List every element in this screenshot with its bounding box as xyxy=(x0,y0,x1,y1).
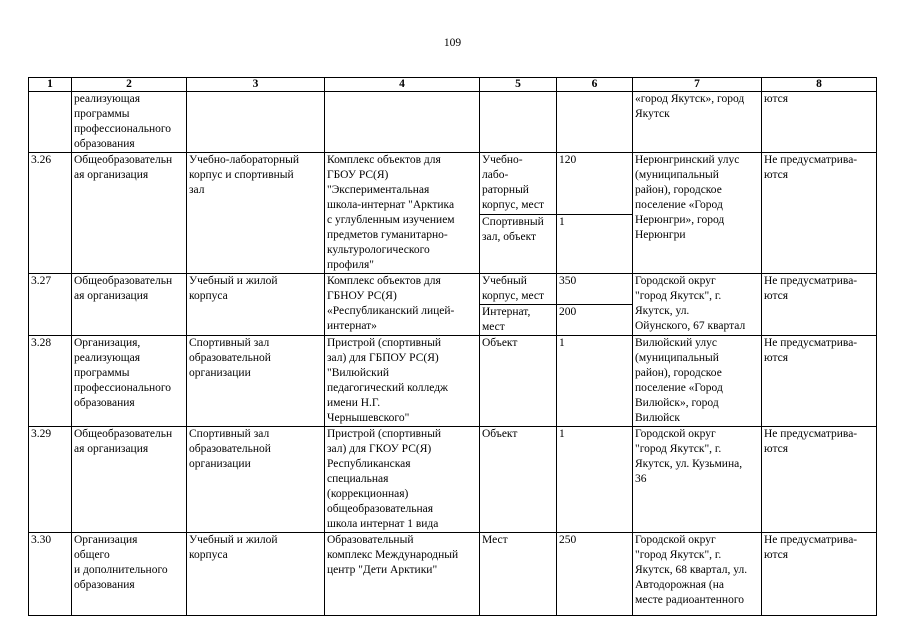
table-row xyxy=(29,153,877,215)
table-cell: Спортивный зал, объект xyxy=(480,214,557,274)
table-cell: 1 xyxy=(557,336,633,427)
table-cell: Интернат, мест xyxy=(480,305,557,336)
table-cell: Общеобразовательн ая организация xyxy=(72,274,187,336)
column-header: 7 xyxy=(633,78,762,92)
table-row xyxy=(29,533,877,616)
column-header: 1 xyxy=(29,78,72,92)
table-cell: Не предусматрива- ются xyxy=(762,336,877,427)
table-cell: Не предусматрива- ются xyxy=(762,427,877,533)
table-cell: 200 xyxy=(557,305,633,336)
column-header: 3 xyxy=(187,78,325,92)
table-cell: Объект xyxy=(480,427,557,533)
table-cell: Комплекс объектов для ГБНОУ РС(Я) «Республиканский лицей- интернат» xyxy=(325,274,480,336)
table-cell: Пристрой (спортивный зал) для ГБПОУ РС(Я) "Вилюйский педагогический колледж имени Н.Г. Чернышевского" xyxy=(325,336,480,427)
table-row xyxy=(29,92,877,153)
table-cell: реализующая программы профессионального образования xyxy=(72,92,187,153)
table-row xyxy=(29,427,877,533)
table-cell: Пристрой (спортивный зал) для ГКОУ РС(Я) Республиканская специальная (коррекционная) общеобразовательная школа интернат 1 вида xyxy=(325,427,480,533)
table-cell: Не предусматрива- ются xyxy=(762,533,877,616)
column-header: 4 xyxy=(325,78,480,92)
table-cell: Учебно- лабо- раторный корпус, мест xyxy=(480,153,557,215)
table-cell: Городской округ "город Якутск", г. Якутск, ул. Ойунского, 67 квартал xyxy=(633,274,762,336)
table-row xyxy=(29,336,877,427)
table-cell: ются xyxy=(762,92,877,153)
table-cell: Организация, реализующая программы профессионального образования xyxy=(72,336,187,427)
column-header: 8 xyxy=(762,78,877,92)
column-header: 6 xyxy=(557,78,633,92)
header-row xyxy=(29,78,877,92)
table-cell: «город Якутск», город Якутск xyxy=(633,92,762,153)
table-cell xyxy=(557,92,633,153)
table-cell: Не предусматрива- ются xyxy=(762,153,877,274)
table-cell: Комплекс объектов для ГБОУ РС(Я) "Экспериментальная школа-интернат "Арктика с углубленным изучением предметов гуманитарно- культурологического профиля" xyxy=(325,153,480,274)
table-cell: Не предусматрива- ются xyxy=(762,274,877,336)
table-cell xyxy=(29,92,72,153)
table-cell: Организация общего и дополнительного образования xyxy=(72,533,187,616)
table-cell xyxy=(325,92,480,153)
row-number: 3.28 xyxy=(29,336,72,427)
table-cell: Учебно-лабораторный корпус и спортивный зал xyxy=(187,153,325,274)
table-cell: Общеобразовательн ая организация xyxy=(72,427,187,533)
table-cell: Общеобразовательн ая организация xyxy=(72,153,187,274)
column-header: 2 xyxy=(72,78,187,92)
table-cell: Образовательный комплекс Международный центр "Дети Арктики" xyxy=(325,533,480,616)
table-cell: Объект xyxy=(480,336,557,427)
table-cell: 250 xyxy=(557,533,633,616)
table-cell: 120 xyxy=(557,153,633,215)
table-cell: 1 xyxy=(557,427,633,533)
table-cell: Учебный и жилой корпуса xyxy=(187,533,325,616)
table-cell: Спортивный зал образовательной организации xyxy=(187,336,325,427)
row-number: 3.27 xyxy=(29,274,72,336)
table-cell: 1 xyxy=(557,214,633,274)
table-row xyxy=(29,274,877,305)
table-cell xyxy=(480,92,557,153)
row-number: 3.26 xyxy=(29,153,72,274)
table-cell: Спортивный зал образовательной организации xyxy=(187,427,325,533)
table-cell: Мест xyxy=(480,533,557,616)
table-cell xyxy=(187,92,325,153)
row-number: 3.30 xyxy=(29,533,72,616)
table-cell: Учебный и жилой корпуса xyxy=(187,274,325,336)
table-cell: Городской округ "город Якутск", г. Якутск, ул. Кузьмина, 36 xyxy=(633,427,762,533)
table-cell: Нерюнгринский улус (муниципальный район), городское поселение «Город Нерюнгри», город Нерюнгри xyxy=(633,153,762,274)
row-number: 3.29 xyxy=(29,427,72,533)
table-cell: Городской округ "город Якутск", г. Якутск, 68 квартал, ул. Автодорожная (на месте радиоантенного xyxy=(633,533,762,616)
objects-table xyxy=(28,77,877,616)
page-number: 109 xyxy=(443,37,462,49)
table-cell: Вилюйский улус (муниципальный район), городское поселение «Город Вилюйск», город Вилюйск xyxy=(633,336,762,427)
table-cell: Учебный корпус, мест xyxy=(480,274,557,305)
table-cell: 350 xyxy=(557,274,633,305)
column-header: 5 xyxy=(480,78,557,92)
